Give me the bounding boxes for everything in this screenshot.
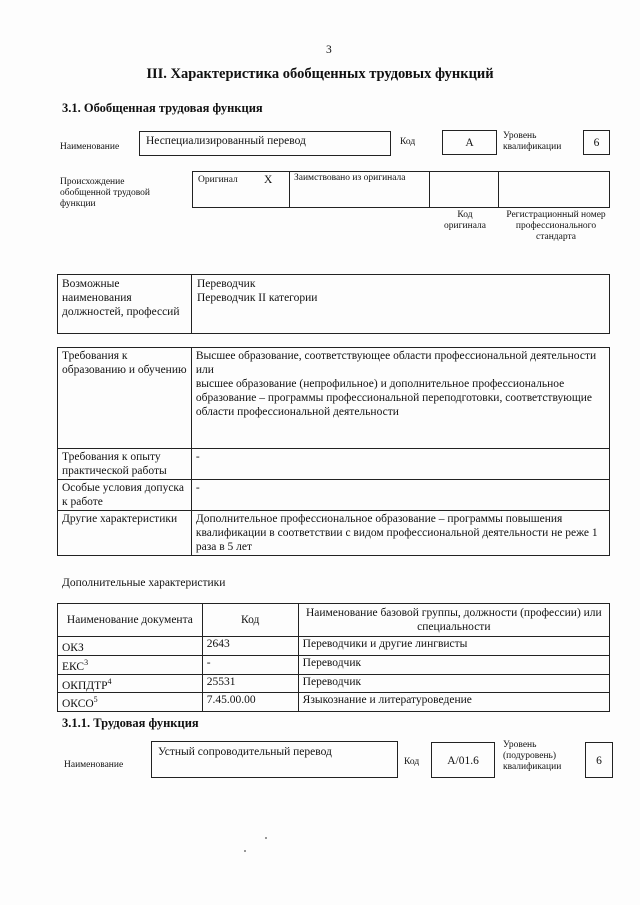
additional-table xyxy=(57,603,610,712)
doc-name: ОКПДТР xyxy=(62,679,108,692)
doc-name: ОКЗ xyxy=(62,641,84,654)
positions-divider xyxy=(191,275,192,333)
original-mark: X xyxy=(264,174,273,186)
doc-name: ОКСО xyxy=(62,698,94,711)
gtf-level-box xyxy=(583,130,610,155)
doc-footnote: 3 xyxy=(84,657,89,667)
origin-table xyxy=(192,171,610,208)
table-row xyxy=(58,511,610,556)
positions-table xyxy=(57,274,610,334)
header-doc: Наименование документа xyxy=(58,604,203,637)
origin-divider-3 xyxy=(498,172,499,207)
code-cell: 7.45.00.00 xyxy=(202,693,298,712)
original-label: Оригинал xyxy=(198,175,238,185)
doc-cell xyxy=(58,637,203,656)
positions-label: Возможные наименования должностей, профессий xyxy=(62,278,180,318)
tf-name-label: Наименование xyxy=(64,760,124,770)
name-cell: Переводчик xyxy=(298,674,609,693)
origin-divider-1 xyxy=(289,172,290,207)
req-value-education: Высшее образование, соответствующее области профессиональной деятельности или высшее образование (непрофильное) и дополнительное профессиональное образование – программы профессиональной переподготовки, соответствующие области профессиональной деятельности xyxy=(191,348,609,449)
doc-name: ЕКС xyxy=(62,660,85,673)
req-label-conditions: Особые условия допуска к работе xyxy=(58,480,192,511)
gtf-level-value: 6 xyxy=(593,137,600,149)
positions-line-1: Переводчик xyxy=(197,278,256,290)
req-value-other: Дополнительное профессиональное образование – программы повышения квалификации в соответствии с видом профессиональной деятельности не реже 1 раза в 5 лет xyxy=(191,511,609,556)
tf-heading: 3.1.1. Трудовая функция xyxy=(62,716,199,730)
tf-level-label: Уровень (подуровень) квалификации xyxy=(503,740,562,772)
scan-speck xyxy=(265,837,267,839)
gtf-name-value: Неспециализированный перевод xyxy=(146,135,306,147)
gtf-code-label: Код xyxy=(400,137,416,147)
name-cell: Языкознание и литературоведение xyxy=(298,693,609,712)
page-number: 3 xyxy=(326,44,332,56)
header-code: Код xyxy=(202,604,298,637)
tf-code-value: A/01.6 xyxy=(447,755,479,767)
tf-name-field xyxy=(151,741,398,778)
scan-speck xyxy=(244,850,246,852)
req-value-conditions: - xyxy=(191,480,609,511)
req-value-experience: - xyxy=(191,449,609,480)
positions-line-2: Переводчик II категории xyxy=(197,292,318,304)
name-cell: Переводчики и другие лингвисты xyxy=(298,637,609,656)
gtf-name-field xyxy=(139,131,391,156)
borrowed-label: Заимствовано из оригинала xyxy=(294,173,406,183)
section-title: III. Характеристика обобщенных трудовых функций xyxy=(146,66,494,82)
req-label-education: Требования к образованию и обучению xyxy=(58,348,192,449)
table-row xyxy=(58,449,610,480)
gtf-code-value: A xyxy=(465,137,474,149)
tf-code-box xyxy=(431,742,495,778)
req-label-experience: Требования к опыту практической работы xyxy=(58,449,192,480)
tf-level-value: 6 xyxy=(596,755,602,767)
req-label-other: Другие характеристики xyxy=(58,511,192,556)
table-row xyxy=(58,693,610,712)
origin-code-label: Код оригинала xyxy=(444,210,486,231)
table-row xyxy=(58,637,610,656)
doc-cell xyxy=(58,674,203,693)
requirements-table xyxy=(57,347,610,556)
tf-name-value: Устный сопроводительный перевод xyxy=(158,746,332,758)
table-header-row xyxy=(58,604,610,637)
doc-footnote: 5 xyxy=(93,695,98,705)
gtf-heading: 3.1. Обобщенная трудовая функция xyxy=(62,101,263,115)
tf-level-box xyxy=(585,742,613,778)
table-row xyxy=(58,655,610,674)
doc-footnote: 4 xyxy=(107,676,112,686)
gtf-level-label: Уровень квалификации xyxy=(503,131,562,152)
tf-code-label: Код xyxy=(404,757,420,767)
code-cell: - xyxy=(202,655,298,674)
doc-cell xyxy=(58,693,203,712)
reg-number-label: Регистрационный номер профессионального стандарта xyxy=(506,210,606,242)
doc-cell xyxy=(58,655,203,674)
name-cell: Переводчик xyxy=(298,655,609,674)
table-row xyxy=(58,348,610,449)
table-row xyxy=(58,674,610,693)
origin-divider-2 xyxy=(429,172,430,207)
gtf-name-label: Наименование xyxy=(60,142,120,152)
header-name: Наименование базовой группы, должности (профессии) или специальности xyxy=(298,604,609,637)
gtf-code-box xyxy=(442,130,497,155)
origin-label: Происхождение обобщенной трудовой функции xyxy=(60,177,150,209)
code-cell: 25531 xyxy=(202,674,298,693)
code-cell: 2643 xyxy=(202,637,298,656)
additional-title: Дополнительные характеристики xyxy=(62,577,226,589)
table-row xyxy=(58,480,610,511)
